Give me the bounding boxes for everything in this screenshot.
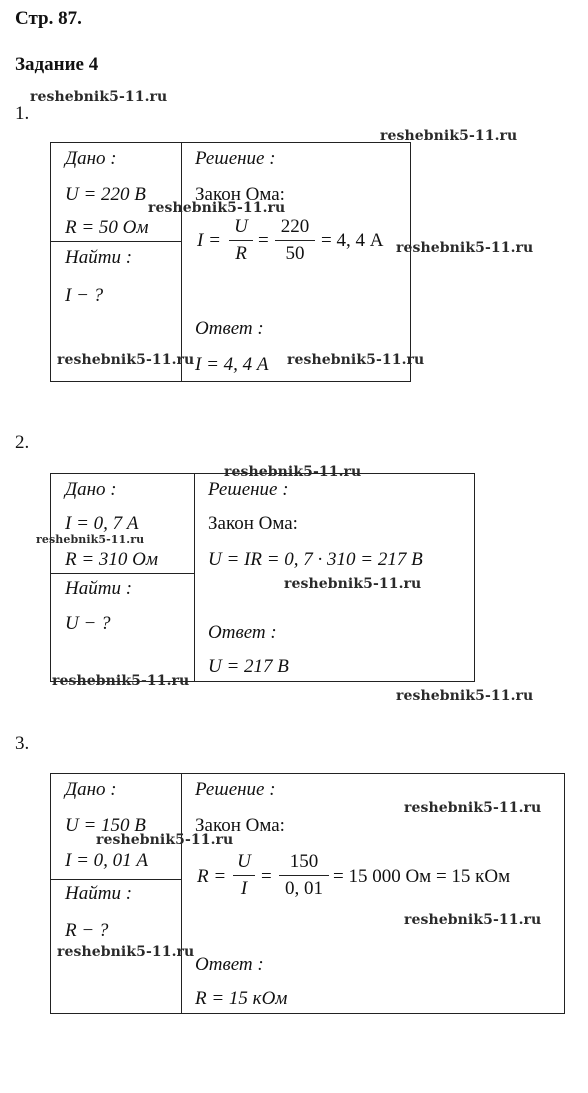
fraction <box>233 850 255 901</box>
find-value: I − ? <box>65 285 104 306</box>
page-title: Стр. 87. <box>15 8 82 29</box>
watermark: reshebnik5-11.ru <box>284 576 422 592</box>
watermark: reshebnik5-11.ru <box>96 832 234 848</box>
given-label: Дано : <box>65 779 117 800</box>
problem-number: 2. <box>15 432 30 453</box>
formula-result: = 4, 4 А <box>321 230 384 251</box>
formula: U = IR = 0, 7 · 310 = 217 В <box>208 549 423 570</box>
equals-sign: = <box>258 230 269 251</box>
answer-label: Ответ : <box>195 954 264 975</box>
problem-number: 3. <box>15 733 30 754</box>
fraction-denominator: 0, 01 <box>285 878 323 899</box>
fraction-numerator: 150 <box>289 851 319 872</box>
law-label: Закон Ома: <box>208 513 298 534</box>
watermark: reshebnik5-11.ru <box>148 200 286 216</box>
find-label: Найти : <box>65 883 133 904</box>
fraction-numerator: U <box>234 216 248 237</box>
find-value: R − ? <box>65 920 109 941</box>
law-label: Закон Ома: <box>195 184 285 205</box>
answer-value: R = 15 кОм <box>195 988 288 1009</box>
watermark: reshebnik5-11.ru <box>57 944 195 960</box>
given-label: Дано : <box>65 148 117 169</box>
answer-value: I = 4, 4 А <box>195 354 269 375</box>
fraction-denominator: R <box>235 243 247 264</box>
formula-left: R = <box>197 866 227 887</box>
formula-left: I = <box>197 230 221 251</box>
given-value: U = 150 В <box>65 815 146 836</box>
watermark: reshebnik5-11.ru <box>404 912 542 928</box>
problem-number: 1. <box>15 103 30 124</box>
solution-label: Решение : <box>208 479 289 500</box>
equals-sign: = <box>261 866 272 887</box>
problem-1-table <box>50 142 411 382</box>
fraction <box>229 215 253 266</box>
watermark: reshebnik5-11.ru <box>396 240 534 256</box>
fraction-numerator: 220 <box>280 216 310 237</box>
watermark: reshebnik5-11.ru <box>396 688 534 704</box>
task-title: Задание 4 <box>15 54 99 75</box>
fraction-numerator: U <box>237 851 251 872</box>
find-label: Найти : <box>65 247 133 268</box>
fraction <box>275 215 315 266</box>
fraction-denominator: 50 <box>285 243 305 264</box>
watermark: reshebnik5-11.ru <box>287 352 425 368</box>
formula-result: = 15 000 Ом = 15 кОм <box>333 866 511 887</box>
given-value: I = 0, 01 А <box>65 850 149 871</box>
answer-label: Ответ : <box>208 622 277 643</box>
answer-value: U = 217 В <box>208 656 289 677</box>
fraction <box>279 850 329 901</box>
given-value: R = 50 Ом <box>65 217 149 238</box>
given-value: U = 220 В <box>65 184 146 205</box>
given-value: R = 310 Ом <box>65 549 159 570</box>
watermark: reshebnik5-11.ru <box>30 89 168 105</box>
find-label: Найти : <box>65 578 133 599</box>
solution-label: Решение : <box>195 148 276 169</box>
watermark: reshebnik5-11.ru <box>52 673 190 689</box>
watermark: reshebnik5-11.ru <box>36 533 145 546</box>
watermark: reshebnik5-11.ru <box>57 352 195 368</box>
law-label: Закон Ома: <box>195 815 285 836</box>
answer-label: Ответ : <box>195 318 264 339</box>
watermark: reshebnik5-11.ru <box>404 800 542 816</box>
find-value: U − ? <box>65 613 111 634</box>
watermark: reshebnik5-11.ru <box>380 128 518 144</box>
solution-label: Решение : <box>195 779 276 800</box>
given-value: I = 0, 7 А <box>65 513 139 534</box>
given-label: Дано : <box>65 479 117 500</box>
fraction-denominator: I <box>240 878 248 899</box>
watermark: reshebnik5-11.ru <box>224 464 362 480</box>
